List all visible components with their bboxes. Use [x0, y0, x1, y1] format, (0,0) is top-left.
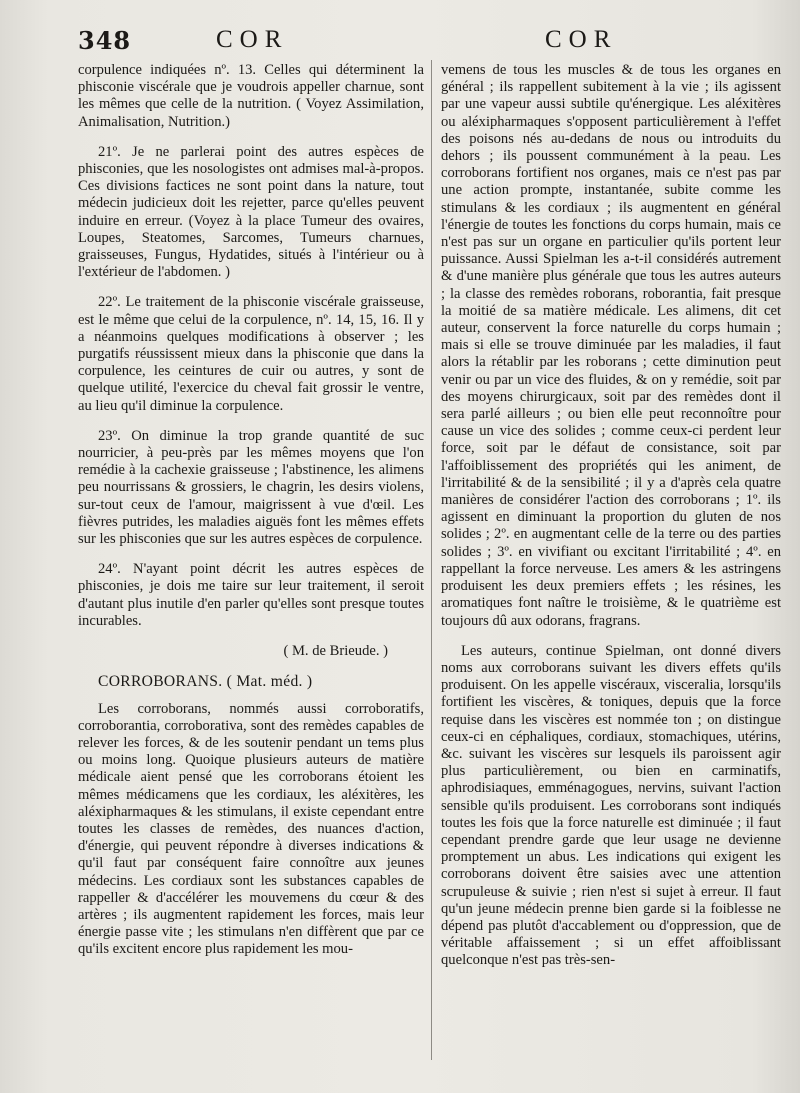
paragraph-spielman: Les auteurs, continue Spielman, ont donné divers noms aux corroborans suivant les divers effets qu'ils produisent. On les appelle viscéraux, visceralia, lorsqu'ils fortifient les viscères, & toniques, depuis que la force requise dans les viscères est nommée ton ; on distingue ceux-ci en céphaliques, cordiaux, stomachiques, utérins, &c. suivant les viscères sur lesquels ils paroissent agir plus particulièrement, ou bien en carminatifs, aphrodisiaques, emménagogues, nervins, suivant l'action sensible qu'ils produisent. Les corroborans sont indiqués toutes les fois que la force naturelle est diminuée ; il faut cependant prendre garde que leur usage ne devienne promptement un abus. Les indications qui exigent les corroborans doivent être saisies avec une attention scrupuleuse & suivie ; rien n'est si sujet à erreur. Il faut qu'un jeune médecin prenne bien garde si la foiblesse ne dépend pas plutôt d'accablement ou d'oppression, que de véritable affaissement ; si un effet affoiblissant quelconque n'est pas très-sen- — [441, 642, 781, 969]
running-title-left: COR — [216, 26, 289, 53]
entry-headword: CORROBORANS. ( Mat. méd. ) — [98, 673, 313, 691]
right-column — [441, 62, 781, 983]
paragraph-continuation-right: vemens de tous les muscles & de tous les organes en général ; ils rappellent subitement à la vie ; ils agissent par une vapeur aussi subtile qu'énergique. Les aléxitères ou aléxipharmaques s'opposent particulièrement à l'effet des poisons nés au-dedans de nous ou introduits du dehors ; ils poussent communément à la peau. Les corroborans fortifient nos organes, mais ce n'est pas par une action prompte, instantanée, subite comme les stimulans & les cordiaux ; ils augmentent en général l'énergie de toutes les fonctions du corps humain, mais ce n'est pas sur un organe en particulier qu'ils portent leur puissance. Aussi Spielman les a-t-il considérés autrement & d'une manière plus générale que tous les autres auteurs ; la classe des remèdes roborans, roborantia, fait presque la moitié de sa matière médicale. Les alimens, dit cet auteur, conservent la force naturelle du corps humain ; mais si elle se trouve diminuée par les maladies, il faut alors la rétablir par les roborans ; cette diminution peut venir ou par un vice des fluides, & on y remédie, soit par des moyens chirurgicaux, soit par des remèdes dont il sera parlé ailleurs ; ou bien elle peut reconnoître pour cause un vice des solides ; comme ceux-ci perdent leur force, soit par le défaut de consistance, soit par l'affoiblissement des propriétés qui les animent, de l'irritabilité & de la sensibilité ; il y a d'après cela quatre manières de considérer l'action des corroborans ; 1º. ils agissent en diminuant la proportion du gluten de nos solides ; 2º. en augmentant celle de la terre ou des parties solides ; 3º. en vivifiant ou excitant l'irritabilité ; 4º. en rappellant la force nerveuse. Les amers & les astringens produisent les deux premiers effets ; les résines, les aromatiques font naître le troisième, & le quatrième est toujours dû aux odorans, fragrans. — [441, 62, 781, 629]
page-number: 348 — [78, 26, 132, 55]
column-divider — [431, 60, 432, 1060]
left-column — [78, 62, 424, 972]
paragraph-24: 24º. N'ayant point décrit les autres espèces de phisconies, je dois me taire sur leur traitement, il seroit d'autant plus inutile d'en parler qu'elles sont presque toutes incurables. — [78, 561, 424, 629]
running-header — [0, 26, 800, 60]
paragraph-continuation: corpulence indiquées nº. 13. Celles qui déterminent la phisconie viscérale que je voudrois appeller charnue, sont les mêmes que celle de la nutrition. ( Voyez Assimilation, Animalisation, Nutrition.) — [78, 62, 424, 130]
paragraph-21: 21º. Je ne parlerai point des autres espèces de phisconies, que les nosologistes ont admises mal-à-propos. Ces divisions factices ne sont point dans la nature, tout médecin judicieux doit les rejetter, parce qu'elles peuvent induire en erreur. (Voyez à la place Tumeur des ovaires, Loupes, Steatomes, Sarcomes, Tumeurs charnues, graisseuses, Fungus, Hydatides, situés à l'intérieur ou à l'extérieur de l'abdomen. ) — [78, 143, 424, 281]
paragraph-23: 23º. On diminue la trop grande quantité de suc nourricier, à peu-près par les mêmes moyens que l'on remédie à la cachexie graisseuse ; l'abstinence, les alimens peu nourrissans & grossiers, le chagrin, les desirs violens, sur-tout ceux de l'amour, maigrissent à vue d'œil. Les fièvres putrides, les maladies aiguës font les mêmes effets sur les phisconies que sur les autres espèces de corpulence. — [78, 427, 424, 548]
paragraph-22: 22º. Le traitement de la phisconie viscérale graisseuse, est le même que celui de la corpulence, nº. 14, 15, 16. Il y a néanmoins quelques modifications à observer ; les purgatifs réussissent mieux dans la phisconie que dans la corpulence, les ceintures de cuir ou autres, y sont de quelque utilité, l'exercice du cheval fait grossir le ventre, au lieu qu'il diminue la corpulence. — [78, 294, 424, 414]
paragraph-corroborans-intro: Les corroborans, nommés aussi corroboratifs, corroborantia, corroborativa, sont des remèdes capables de relever les forces, & de les soutenir pendant un tems plus ou moins long. Quoique plusieurs auteurs de matière médicale aient pensé que les corroborans étoient les mêmes médicamens que les cordiaux, les aléxitères, les aléxipharmaques & les stimulans, il existe cependant entre toutes les classes de remèdes, des nuances d'action, d'énergie, qui peuvent répondre à diverses indications & qu'il faut par conséquent faire connoître aux jeunes médecins. Les cordiaux sont les substances capables de rappeller & d'accélérer les mouvemens du cœur & des artères ; ils augmentent rapidement les forces, mais leur énergie passe vite ; les stimulans n'en diffèrent que par ce qu'ils excitent encore plus rapidement les mou- — [78, 700, 424, 958]
author-signature: ( M. de Brieude. ) — [283, 643, 388, 660]
running-title-right: COR — [545, 26, 618, 53]
